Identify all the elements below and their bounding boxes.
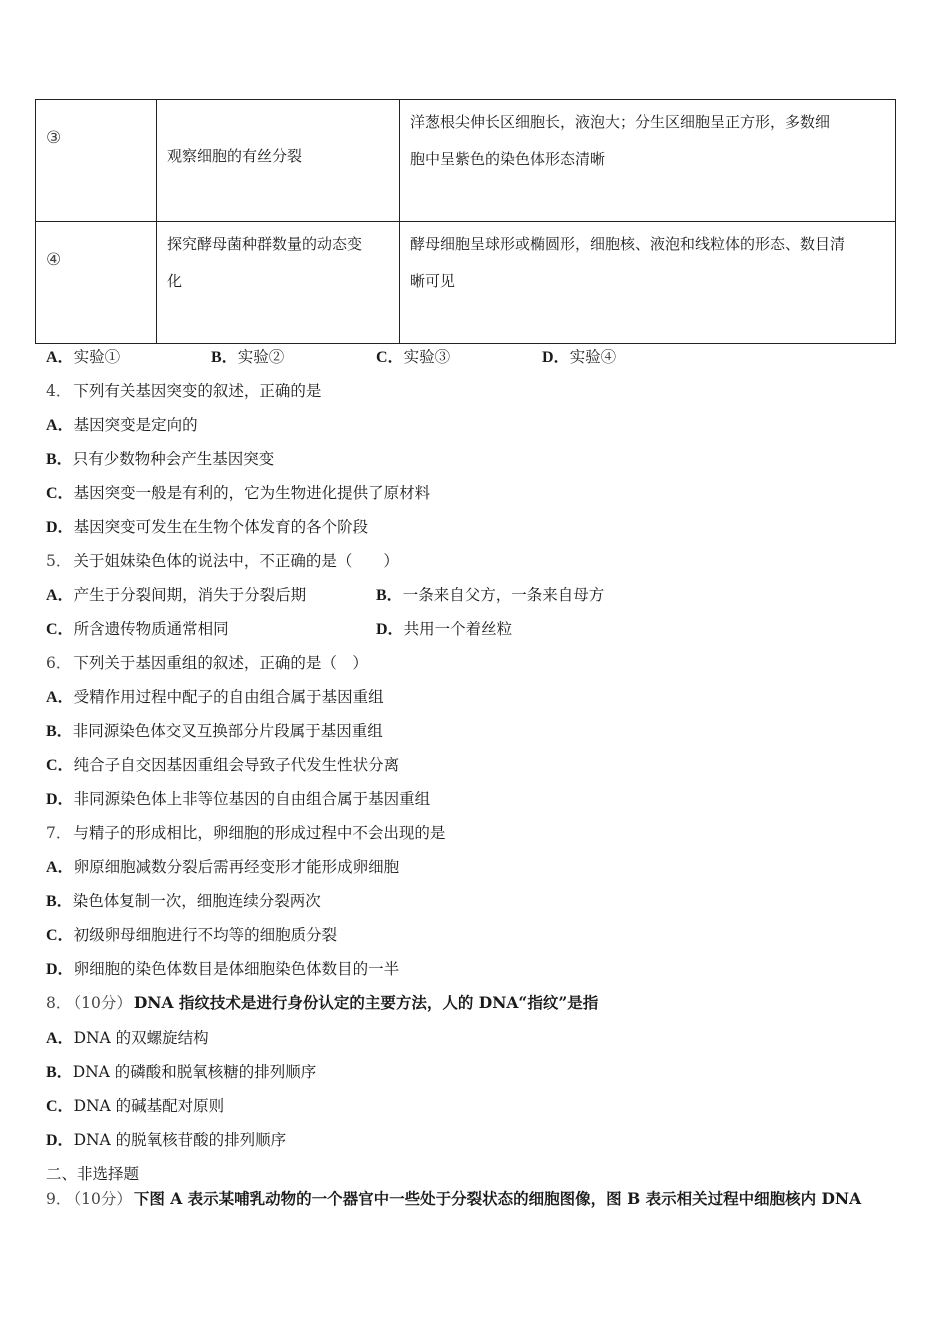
observation-cell: [400, 222, 896, 344]
option-d[interactable]: D．DNA 的脱氧核苷酸的排列顺序: [46, 1131, 287, 1149]
option-c[interactable]: C．所含遗传物质通常相同: [46, 620, 229, 638]
row-number: ③: [46, 128, 62, 148]
experiment-name-line: 化: [167, 272, 183, 290]
observation-line: 晰可见: [410, 272, 456, 290]
row-number-cell: [36, 100, 157, 222]
table-row: [36, 222, 896, 344]
option-c[interactable]: C．实验③: [376, 348, 451, 366]
option-b[interactable]: B．实验②: [211, 348, 285, 366]
option-a[interactable]: A．实验①: [46, 348, 121, 366]
option-d[interactable]: D．非同源染色体上非等位基因的自由组合属于基因重组: [46, 790, 431, 808]
option-a[interactable]: A．产生于分裂间期，消失于分裂后期: [46, 586, 307, 604]
observation-line: 洋葱根尖伸长区细胞长，液泡大；分生区细胞呈正方形，多数细: [410, 113, 831, 131]
option-c[interactable]: C．DNA 的碱基配对原则: [46, 1097, 225, 1115]
option-c[interactable]: C．纯合子自交因基因重组会导致子代发生性状分离: [46, 756, 400, 774]
observation-line: 酵母细胞呈球形或椭圆形，细胞核、液泡和线粒体的形态、数目清: [410, 235, 846, 253]
option-b[interactable]: B．DNA 的磷酸和脱氧核糖的排列顺序: [46, 1063, 317, 1081]
option-b[interactable]: B．非同源染色体交叉互换部分片段属于基因重组: [46, 722, 383, 740]
observation-line: 胞中呈紫色的染色体形态清晰: [410, 150, 606, 168]
option-a[interactable]: A．卵原细胞减数分裂后需再经变形才能形成卵细胞: [46, 858, 400, 876]
option-a[interactable]: A．DNA 的双螺旋结构: [46, 1029, 209, 1047]
option-b[interactable]: B．一条来自父方，一条来自母方: [376, 586, 605, 604]
question-stem: 4． 下列有关基因突变的叙述，正确的是: [46, 382, 322, 400]
experiment-name: 观察细胞的有丝分裂: [167, 147, 303, 165]
option-b[interactable]: B．染色体复制一次，细胞连续分裂两次: [46, 892, 321, 910]
experiment-name-cell: [157, 100, 400, 222]
table-row: [36, 100, 896, 222]
question-stem: 7． 与精子的形成相比，卵细胞的形成过程中不会出现的是: [46, 824, 446, 842]
option-a[interactable]: A．受精作用过程中配子的自由组合属于基因重组: [46, 688, 384, 706]
experiment-table: [35, 99, 896, 344]
section-heading: 二、非选择题: [46, 1165, 140, 1183]
option-row: [46, 618, 513, 641]
question-stem: 9． （10分） 下图 A 表示某哺乳动物的一个器官中一些处于分裂状态的细胞图像，图 B 表示相关过程中细胞核内 DNA: [46, 1189, 862, 1208]
question-stem: 5． 关于姐妹染色体的说法中，不正确的是（ ）: [46, 552, 399, 570]
option-row: [46, 584, 605, 607]
option-d[interactable]: D．卵细胞的染色体数目是体细胞染色体数目的一半: [46, 960, 400, 978]
option-d[interactable]: D．实验④: [542, 348, 617, 366]
option-c[interactable]: C．基因突变一般是有利的，它为生物进化提供了原材料: [46, 484, 431, 502]
option-d[interactable]: D．共用一个着丝粒: [376, 620, 513, 638]
question-stem: 8． （10分） DNA 指纹技术是进行身份认定的主要方法，人的 DNA“指纹”是指: [46, 993, 599, 1012]
option-c[interactable]: C．初级卵母细胞进行不均等的细胞质分裂: [46, 926, 338, 944]
experiment-name-line: 探究酵母菌种群数量的动态变: [167, 235, 363, 253]
row-number-cell: [36, 222, 157, 344]
experiment-name-cell: [157, 222, 400, 344]
option-b[interactable]: B．只有少数物种会产生基因突变: [46, 450, 275, 468]
option-a[interactable]: A．基因突变是定向的: [46, 416, 198, 434]
option-d[interactable]: D．基因突变可发生在生物个体发育的各个阶段: [46, 518, 369, 536]
observation-cell: [400, 100, 896, 222]
question-stem: 6． 下列关于基因重组的叙述，正确的是（ ）: [46, 654, 368, 672]
row-number: ④: [46, 250, 62, 270]
